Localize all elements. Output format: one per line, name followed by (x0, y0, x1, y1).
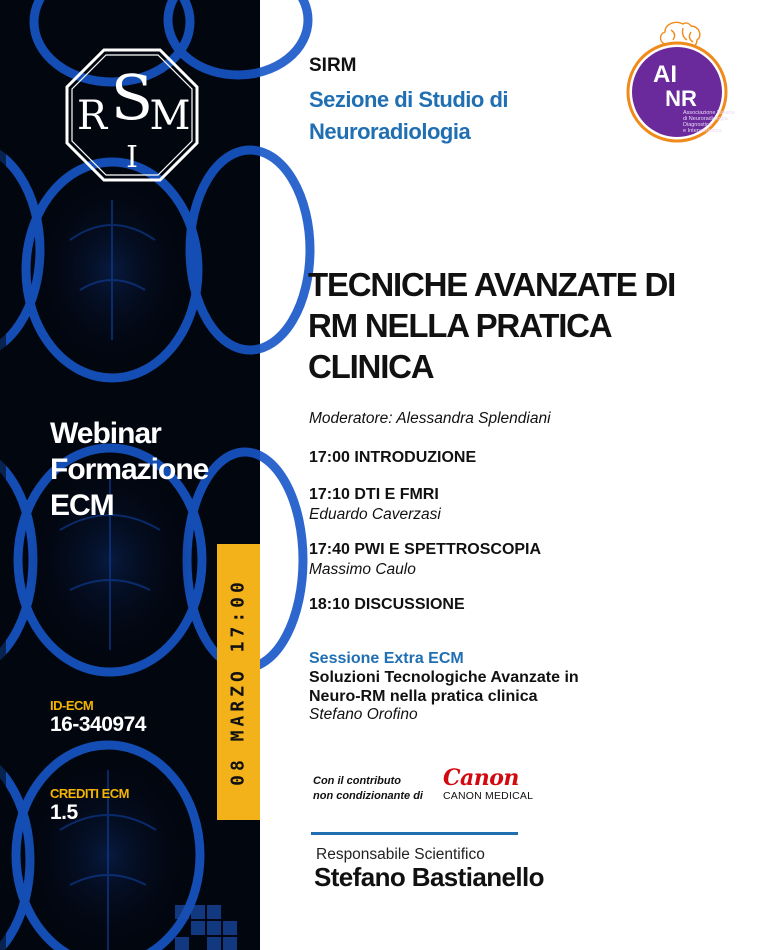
id-ecm-label: ID-ECM (50, 698, 94, 713)
responsible-name: Stefano Bastianello (314, 862, 544, 892)
moderator: Moderatore: Alessandra Splendiani (309, 410, 551, 427)
webinar-heading: Webinar Formazione ECM (50, 417, 209, 522)
id-ecm-value: 16-340974 (50, 713, 146, 736)
responsible-label: Responsabile Scientifico (316, 846, 485, 863)
event-date: 08 MARZO 17:00 (227, 578, 249, 786)
section-name: Sezione di Studio di Neuroradiologia (309, 87, 508, 144)
svg-text:AI: AI (653, 61, 677, 88)
webinar-title: TECNICHE AVANZATE DI RM NELLA PRATICA CLINICA (308, 266, 676, 385)
program-item: 17:00 INTRODUZIONE (309, 449, 477, 466)
svg-text:di Neuroradiologia: di Neuroradiologia (683, 116, 728, 122)
svg-text:NR: NR (665, 86, 697, 111)
extra-session-speaker: Stefano Orofino (309, 706, 418, 723)
svg-text:e Interventistica: e Interventistica (683, 128, 722, 134)
canon-logo: Canon (443, 765, 519, 791)
svg-text:Associazione Italiana: Associazione Italiana (683, 110, 735, 116)
extra-session-title: Soluzioni Tecnologiche Avanzate in Neuro-RM nella pratica clinica (309, 669, 579, 705)
sirm-logo (64, 47, 200, 183)
program-item: 18:10 DISCUSSIONE (309, 596, 465, 613)
svg-text:S: S (110, 61, 154, 134)
svg-text:M: M (149, 93, 191, 139)
crediti-ecm-value: 1.5 (50, 801, 78, 824)
program-item: 17:10 DTI E FMRI Eduardo Caverzasi (309, 486, 441, 523)
canon-medical-label: CANON MEDICAL (443, 790, 534, 802)
ainr-logo (625, 20, 735, 144)
org-name: SIRM (309, 55, 357, 76)
svg-text:Diagnostica: Diagnostica (683, 122, 712, 128)
program-item: 17:40 PWI E SPETTROSCOPIA Massimo Caulo (309, 541, 542, 578)
extra-session-heading: Sessione Extra ECM (309, 650, 464, 667)
divider (311, 832, 518, 835)
crediti-ecm-label: CREDITI ECM (50, 786, 129, 801)
left-panel (0, 0, 260, 950)
sponsor-note: Con il contributo non condizionante di (313, 775, 423, 802)
svg-text:I: I (126, 140, 138, 175)
svg-text:R: R (76, 93, 108, 139)
